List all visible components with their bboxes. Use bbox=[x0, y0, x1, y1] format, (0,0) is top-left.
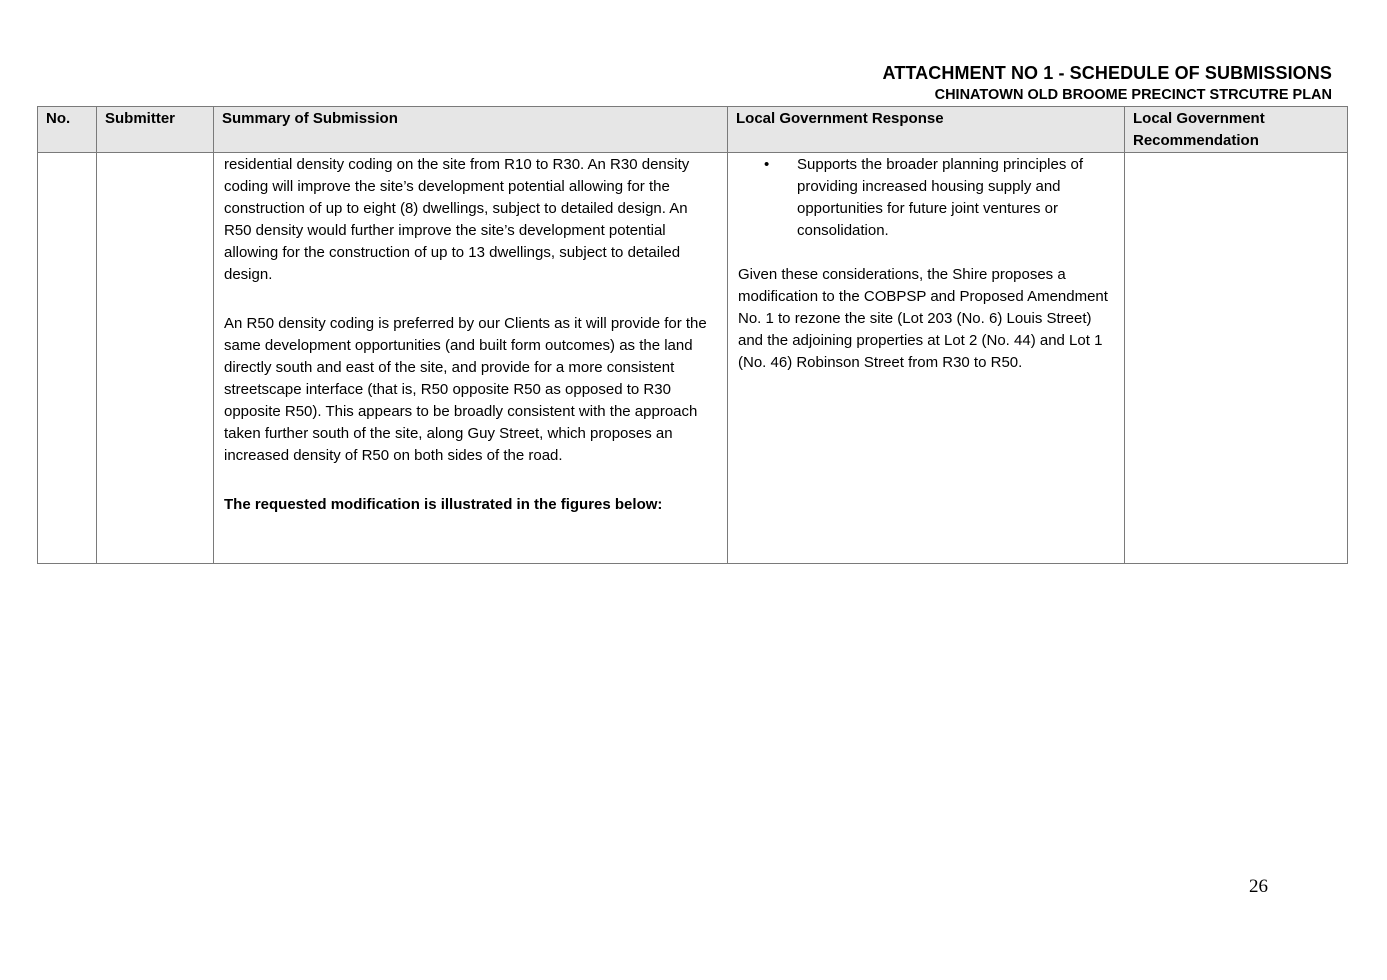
column-header-response: Local Government Response bbox=[728, 107, 1125, 153]
cell-summary bbox=[214, 153, 728, 564]
table-row bbox=[38, 153, 1348, 564]
response-bullet-text: Supports the broader planning principles of providing increased housing supply and opportunities for future joint ventures or consolidation. bbox=[797, 156, 1084, 239]
summary-paragraph: An R50 density coding is preferred by our Clients as it will provide for the same development opportunities (and built form outcomes) as the land directly south and east of the site, and provide for a more consistent streetscape interface (that is, R50 opposite R50 as opposed to R30 opposite R50). This appears to be broadly consistent with the approach taken further south of the site, along Guy Street, which proposes an increased density of R50 on both sides of the road. bbox=[224, 315, 707, 464]
column-header-no: No. bbox=[38, 107, 97, 153]
cell-submitter bbox=[97, 153, 214, 564]
cell-number bbox=[38, 153, 97, 564]
summary-emphasis-paragraph: The requested modification is illustrated in the figures below: bbox=[224, 496, 663, 513]
table-header-row bbox=[38, 107, 1348, 153]
response-paragraph: Given these considerations, the Shire proposes a modification to the COBPSP and Proposed Amendment No. 1 to rezone the site (Lot 203 (No. 6) Louis Street) and the adjoining properties at Lot 2 (No. 44) and Lot 1 (No. 46) Robinson Street from R30 to R50. bbox=[738, 266, 1108, 371]
bullet-icon: • bbox=[764, 156, 770, 173]
summary-paragraph: residential density coding on the site from R10 to R30. An R30 density coding will improve the site’s development potential allowing for the construction of up to eight (8) dwellings, subject to detailed design. An R50 density would further improve the site’s development potential allowing for the construction of up to 13 dwellings, subject to detailed design. bbox=[224, 156, 690, 283]
submissions-table bbox=[37, 106, 1348, 564]
column-header-recommendation: Local Government Recommendation bbox=[1125, 107, 1348, 153]
page-number: 26 bbox=[1249, 876, 1268, 897]
response-bullet-item bbox=[738, 154, 1114, 242]
cell-recommendation bbox=[1125, 153, 1348, 564]
column-header-submitter: Submitter bbox=[97, 107, 214, 153]
cell-response bbox=[728, 153, 1125, 564]
document-title: ATTACHMENT NO 1 - SCHEDULE OF SUBMISSIONS bbox=[882, 63, 1332, 83]
document-subtitle: CHINATOWN OLD BROOME PRECINCT STRCUTRE PLAN bbox=[934, 87, 1332, 103]
document-header bbox=[883, 62, 1332, 104]
column-header-summary: Summary of Submission bbox=[214, 107, 728, 153]
